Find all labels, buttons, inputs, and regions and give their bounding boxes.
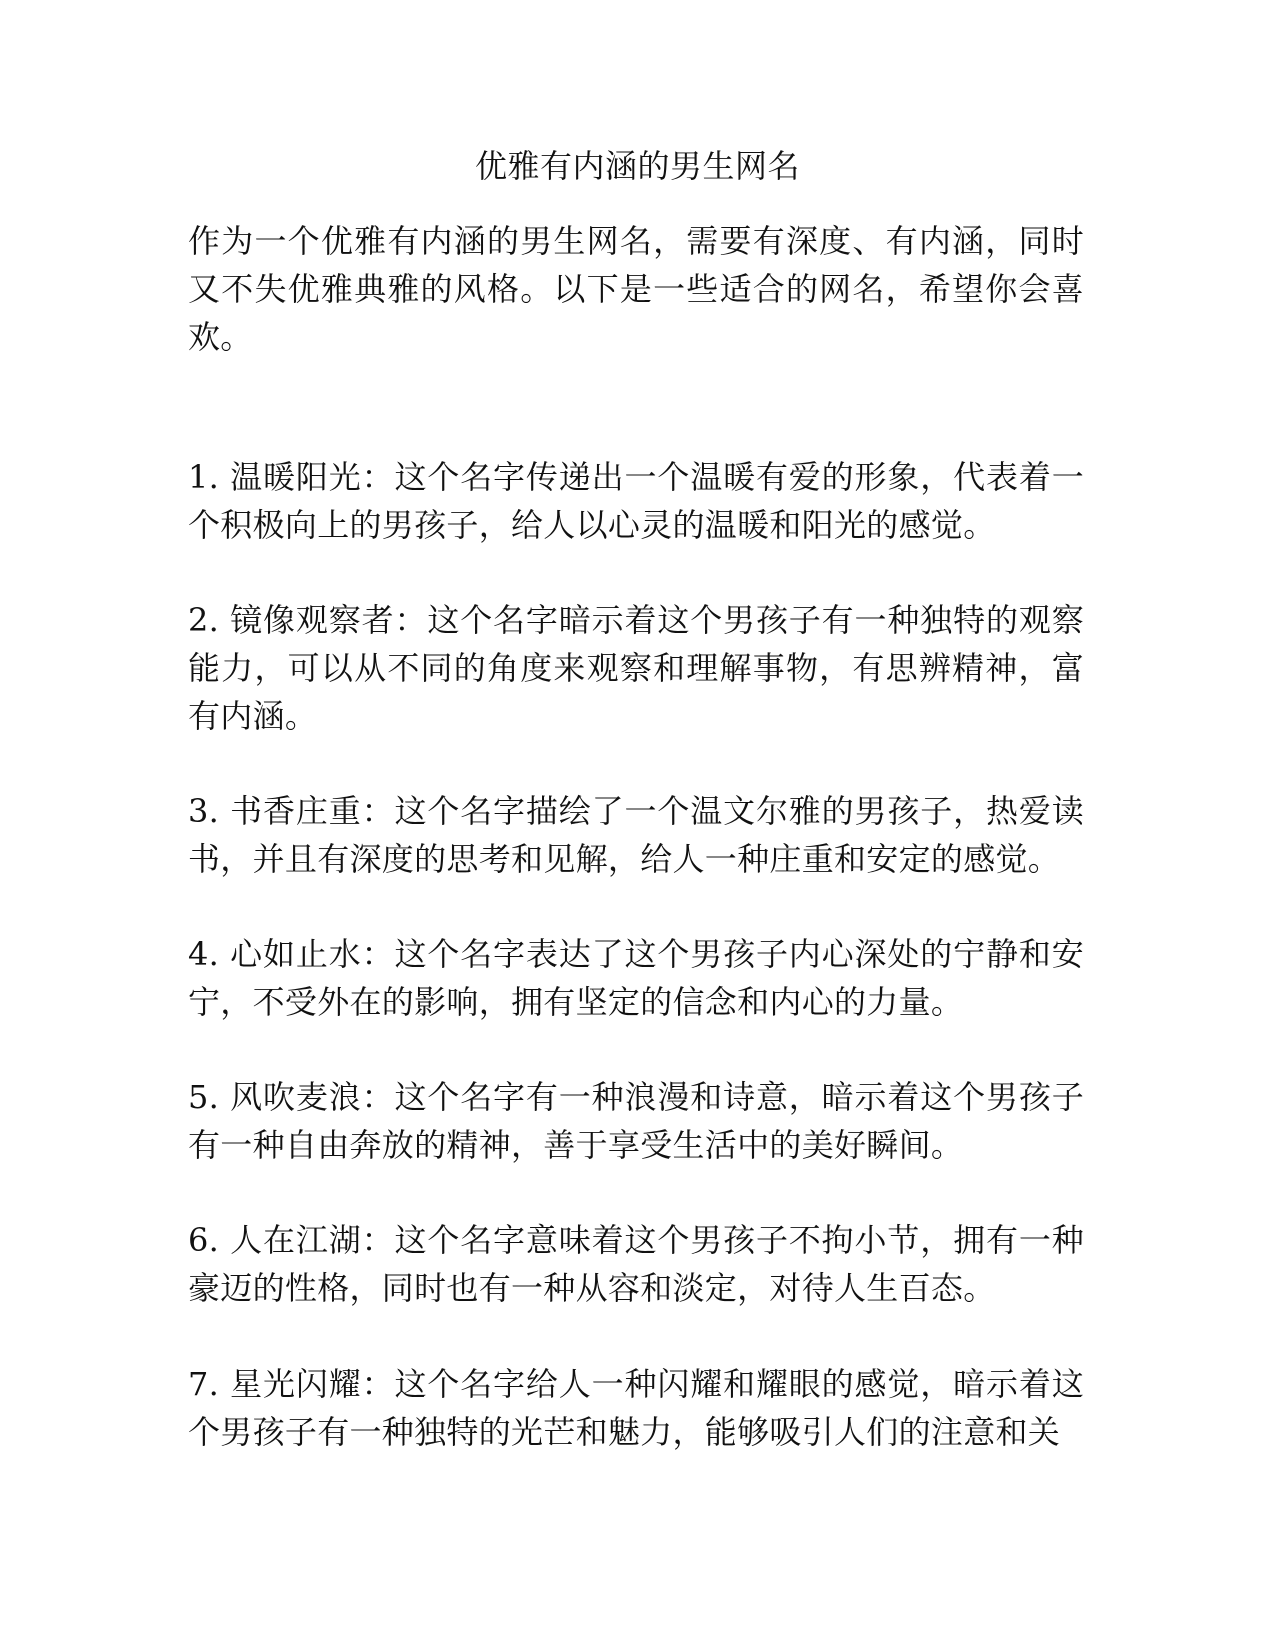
intro-paragraph: 作为一个优雅有内涵的男生网名，需要有深度、有内涵，同时又不失优雅典雅的风格。以下是一些适合的网名，希望你会喜欢。 <box>188 222 1084 356</box>
list-item: 5. 风吹麦浪：这个名字有一种浪漫和诗意，暗示着这个男孩子有一种自由奔放的精神，善于享受生活中的美好瞬间。 <box>188 1078 1084 1164</box>
list-item: 7. 星光闪耀：这个名字给人一种闪耀和耀眼的感觉，暗示着这个男孩子有一种独特的光芒和魅力，能够吸引人们的注意和关 <box>188 1365 1084 1451</box>
document-title: 优雅有内涵的男生网名 <box>474 147 800 185</box>
list-item: 1. 温暖阳光：这个名字传递出一个温暖有爱的形象，代表着一个积极向上的男孩子，给人以心灵的温暖和阳光的感觉。 <box>188 458 1084 544</box>
list-item: 6. 人在江湖：这个名字意味着这个男孩子不拘小节，拥有一种豪迈的性格，同时也有一种从容和淡定，对待人生百态。 <box>188 1221 1084 1307</box>
list-item: 2. 镜像观察者：这个名字暗示着这个男孩子有一种独特的观察能力，可以从不同的角度来观察和理解事物，有思辨精神，富有内涵。 <box>188 601 1084 735</box>
list-item: 3. 书香庄重：这个名字描绘了一个温文尔雅的男孩子，热爱读书，并且有深度的思考和见解，给人一种庄重和安定的感觉。 <box>188 792 1084 878</box>
list-item: 4. 心如止水：这个名字表达了这个男孩子内心深处的宁静和安宁，不受外在的影响，拥有坚定的信念和内心的力量。 <box>188 935 1084 1021</box>
